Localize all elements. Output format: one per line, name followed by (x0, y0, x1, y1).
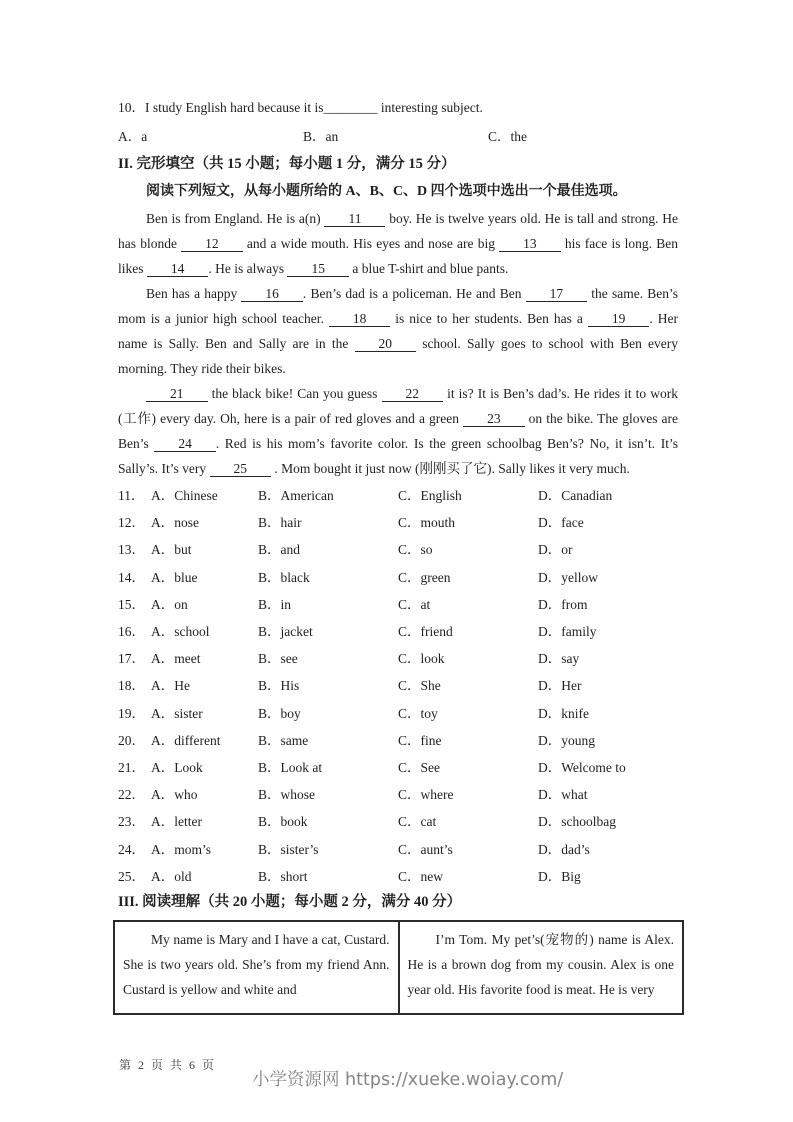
question-10-text-after: interesting subject. (377, 100, 483, 115)
question-number: 12． (118, 515, 145, 531)
option-b: B．in (258, 596, 292, 612)
option-a: A．Chinese (151, 488, 218, 503)
option-d: D．knife (538, 705, 589, 721)
option-a: A．meet (151, 651, 201, 667)
cloze-paragraph: Ben is from England. He is a(n) 11 boy. He is twelve years old. He is tall and strong. He has blonde 12 and a wide mouth. His eyes and nose are big 13 his face is long. Ben likes 14 . He is always 15 a blue T-shirt and blue pants. (118, 211, 679, 276)
question-row-14 (118, 564, 678, 591)
question-number: 18． (118, 678, 145, 694)
option-d: D．say (538, 651, 580, 667)
question-10 (118, 95, 678, 120)
option-b: B．American (258, 488, 334, 503)
cloze-blank-14: 14 (147, 261, 209, 277)
question-number: 13． (118, 542, 145, 558)
cloze-blank-23: 23 (463, 411, 525, 427)
question-number: 20． (118, 732, 145, 748)
option-a: A．school (151, 624, 210, 640)
option-c: C．toy (398, 705, 438, 721)
question-row-22 (118, 781, 678, 808)
question-number: 25． (118, 868, 145, 884)
cloze-blank-13: 13 (499, 236, 561, 252)
option-b: B．same (258, 732, 309, 748)
question-10-number: 10． (118, 100, 145, 115)
option-a: A．mom’s (151, 841, 212, 857)
reading-passage-left: My name is Mary and I have a cat, Custard. She is two years old. She’s from my friend Ann. Custard is yellow and white and (114, 921, 399, 1014)
page-content (118, 95, 678, 1015)
question-number: 24． (118, 841, 145, 857)
section-2-instruction: 阅读下列短文，从每小题所给的 A、B、C、D 四个选项中选出一个最佳选项。 (146, 184, 627, 199)
question-row-20 (118, 727, 678, 754)
option-d: D．Her (538, 678, 582, 694)
cloze-blank-12: 12 (181, 236, 243, 252)
question-row-13 (118, 536, 678, 563)
cloze-blank-17: 17 (526, 286, 588, 302)
option-b: B．boy (258, 705, 301, 721)
option-a: A．nose (151, 515, 199, 531)
page-number: 第 2 页 共 6 页 (119, 1058, 217, 1072)
option-b: B．hair (258, 515, 302, 531)
cloze-blank-21: 21 (146, 386, 208, 402)
option-c: C．fine (398, 732, 442, 748)
cloze-paragraph: 21 the black bike! Can you guess 22 it is? It is Ben’s dad’s. He rides it to work (工作) every day. Oh, here is a pair of red gloves and a green 23 on the bike. The gloves are Ben’s 24 . Red is his mom’s favorite color. Is the green schoolbag Ben’s? No, it isn’t. It’s Sally’s. It’s very 25 . Mom bought it just now (刚刚买了它). Sally likes it very much. (118, 386, 678, 476)
cloze-paragraph: Ben has a happy 16 . Ben’s dad is a policeman. He and Ben 17 the same. Ben’s mom is a junior high school teacher. 18 is nice to her students. Ben has a 19 . Her name is Sally. Ben and Sally are in the 20 school. Sally goes to school with Ben every morning. They ride their bikes. (118, 286, 678, 376)
section-2-heading: II. 完形填空（共 15 小题；每小题 1 分，满分 15 分） (118, 156, 456, 172)
question-number: 17． (118, 651, 145, 667)
cloze-questions-list (118, 482, 678, 890)
option-b: B．sister’s (258, 841, 319, 857)
option-b: B．whose (258, 787, 315, 803)
option-a: A．different (151, 732, 221, 748)
option-a: A．Look (151, 760, 203, 776)
option-b: B．see (258, 651, 298, 667)
reading-table (113, 920, 684, 1015)
reading-passage-right: I’m Tom. My pet’s(宠物的) name is Alex. He is a brown dog from my cousin. Alex is one year old. His favorite food is meat. He is very (399, 921, 684, 1014)
option-c: C．aunt’s (398, 841, 453, 857)
option-b: B．short (258, 868, 308, 884)
question-row-15 (118, 591, 678, 618)
option-d: D．or (538, 542, 573, 558)
option-c: C．where (398, 787, 454, 803)
question-number: 21． (118, 760, 145, 776)
option-d: D．family (538, 624, 597, 640)
question-10-option-b: B．an (303, 129, 339, 144)
option-a: A．who (151, 787, 198, 803)
option-a: A．sister (151, 705, 203, 721)
cloze-blank-20: 20 (355, 336, 417, 352)
option-d: D．Welcome to (538, 760, 626, 776)
question-10-option-a: A．a (118, 129, 148, 144)
option-d: D．Canadian (538, 488, 613, 503)
cloze-blank-22: 22 (382, 386, 444, 402)
option-c: C．at (398, 596, 431, 612)
question-row-12 (118, 509, 678, 536)
question-row-23 (118, 808, 678, 835)
question-row-16 (118, 618, 678, 645)
question-10-blank: ________ (323, 100, 378, 115)
question-number: 14． (118, 569, 145, 585)
option-c: C．cat (398, 814, 437, 830)
question-row-11 (118, 482, 678, 509)
option-d: D．schoolbag (538, 814, 616, 830)
option-d: D．young (538, 732, 595, 748)
question-number: 11． (118, 488, 145, 503)
option-a: A．letter (151, 814, 202, 830)
question-10-options (118, 124, 678, 149)
question-row-21 (118, 754, 678, 781)
option-d: D．face (538, 515, 584, 531)
cloze-blank-15: 15 (287, 261, 349, 277)
option-b: B．jacket (258, 624, 313, 640)
question-number: 19． (118, 705, 145, 721)
option-b: B．book (258, 814, 308, 830)
option-a: A．on (151, 596, 188, 612)
option-d: D．what (538, 787, 588, 803)
site-watermark: 小学资源网 https://xueke.woiay.com/ (252, 1070, 564, 1090)
option-c: C．look (398, 651, 445, 667)
option-a: A．old (151, 868, 192, 884)
cloze-blank-19: 19 (588, 311, 650, 327)
question-number: 22． (118, 787, 145, 803)
option-a: A．blue (151, 569, 198, 585)
question-row-24 (118, 836, 678, 863)
question-10-text-before: I study English hard because it is (145, 100, 324, 115)
option-d: D．Big (538, 868, 581, 884)
option-c: C．mouth (398, 515, 456, 531)
question-number: 15． (118, 596, 145, 612)
option-b: B．and (258, 542, 300, 558)
question-row-19 (118, 700, 678, 727)
cloze-blank-24: 24 (154, 436, 216, 452)
question-row-18 (118, 672, 678, 699)
option-c: C．See (398, 760, 440, 776)
option-a: A．He (151, 678, 190, 694)
cloze-blank-25: 25 (210, 461, 272, 477)
question-row-25 (118, 863, 678, 890)
option-c: C．friend (398, 624, 453, 640)
option-d: D．dad’s (538, 841, 590, 857)
option-d: D．from (538, 596, 588, 612)
reading-table-row (114, 921, 683, 1014)
option-a: A．but (151, 542, 192, 558)
option-b: B．black (258, 569, 310, 585)
cloze-passage (118, 206, 678, 481)
option-c: C．so (398, 542, 433, 558)
question-number: 23． (118, 814, 145, 830)
option-d: D．yellow (538, 569, 598, 585)
cloze-blank-18: 18 (329, 311, 391, 327)
section-3-heading: III. 阅读理解（共 20 小题；每小题 2 分，满分 40 分） (118, 894, 462, 911)
option-b: B．Look at (258, 760, 323, 776)
option-b: B．His (258, 678, 300, 694)
option-c: C．new (398, 868, 443, 884)
option-c: C．English (398, 488, 462, 503)
question-row-17 (118, 645, 678, 672)
option-c: C．green (398, 569, 451, 585)
cloze-blank-11: 11 (324, 211, 385, 227)
option-c: C．She (398, 678, 441, 694)
question-10-option-c: C．the (488, 129, 527, 144)
question-number: 16． (118, 624, 145, 640)
cloze-blank-16: 16 (241, 286, 303, 302)
